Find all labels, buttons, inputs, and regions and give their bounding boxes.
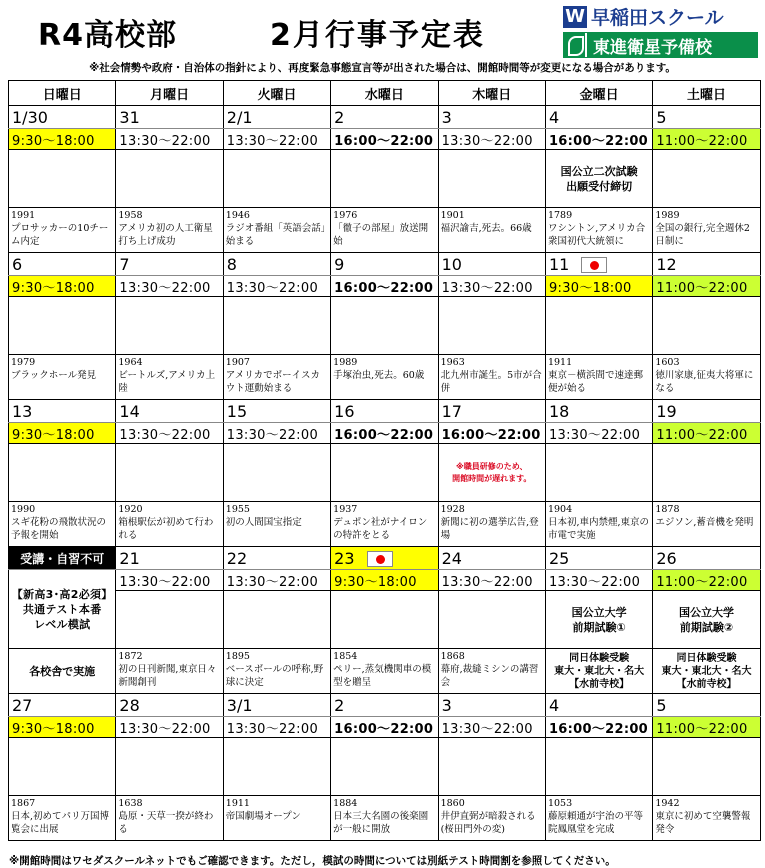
hours-cell: 9:30～18:00	[9, 423, 116, 444]
weekday-header-row	[9, 81, 761, 106]
hours-cell: 13:30～22:00	[545, 423, 652, 444]
date-label: 25	[548, 548, 570, 568]
date-label: 16	[334, 401, 355, 421]
date-cell	[116, 400, 223, 423]
trivia-cell: 同日体験受験 東大・東北大・名大 【水前寺校】	[653, 649, 760, 694]
event-cell	[331, 297, 438, 355]
date-label: 24	[441, 548, 462, 568]
trivia-row	[9, 796, 761, 841]
weekday-sun: 日曜日	[9, 81, 116, 106]
date-cell	[223, 547, 330, 570]
trivia-cell: 1867 日本,初めてパリ万国博覧会に出展	[9, 796, 116, 841]
date-label: 22	[226, 548, 248, 568]
trivia-cell: 1955 初の人間国宝指定	[223, 502, 330, 547]
trivia-cell: 1963 北九州市誕生。5市が合併	[438, 355, 545, 400]
hours-cell: 16:00～22:00	[331, 276, 438, 297]
hours-cell: 11:00～22:00	[653, 717, 760, 738]
event-cell	[653, 297, 760, 355]
date-cell	[331, 253, 438, 276]
event-cell	[653, 738, 760, 796]
trivia-cell: 1920 箱根駅伝が初めて行われる	[116, 502, 223, 547]
date-label: 11	[548, 254, 570, 274]
weekday-wed: 水曜日	[331, 81, 438, 106]
hours-row	[9, 129, 761, 150]
date-label: 19	[656, 401, 677, 421]
trivia-cell: 各校舎で実施	[9, 649, 116, 694]
date-cell	[438, 253, 545, 276]
date-label: 18	[548, 401, 570, 421]
date-cell	[116, 253, 223, 276]
hours-cell: 13:30～22:00	[223, 570, 330, 591]
logo-toshin: 東進衛星予備校	[593, 37, 712, 58]
date-label: 14	[119, 401, 140, 421]
event-cell	[438, 591, 545, 649]
date-cell	[438, 547, 545, 570]
trivia-cell: 1958 アメリカ初の人工衛星打ち上げ成功	[116, 208, 223, 253]
date-row	[9, 106, 761, 129]
event-cell	[438, 738, 545, 796]
hours-cell: 13:30～22:00	[438, 717, 545, 738]
hours-cell: 16:00～22:00	[331, 129, 438, 150]
date-label: 17	[441, 401, 462, 421]
date-cell	[438, 400, 545, 423]
date-label: 2	[334, 695, 345, 715]
date-cell	[331, 400, 438, 423]
toshin-leaf-icon	[563, 33, 587, 57]
event-cell	[653, 150, 760, 208]
hours-cell: 9:30～18:00	[9, 717, 116, 738]
date-cell	[331, 547, 438, 570]
hours-cell: 9:30～18:00	[331, 570, 438, 591]
date-row	[9, 400, 761, 423]
hours-row	[9, 717, 761, 738]
trivia-row	[9, 355, 761, 400]
hours-cell: 13:30～22:00	[116, 570, 223, 591]
event-row	[9, 444, 761, 502]
event-cell: 国公立大学 前期試験②	[653, 591, 760, 649]
date-label: 21	[119, 548, 140, 568]
trivia-cell: 同日体験受験 東大・東北大・名大 【水前寺校】	[545, 649, 652, 694]
trivia-cell: 1942 東京に初めて空襲警報発令	[653, 796, 760, 841]
trivia-cell: 1976 「徹子の部屋」放送開始	[331, 208, 438, 253]
event-cell	[223, 738, 330, 796]
event-cell	[331, 150, 438, 208]
date-cell	[331, 106, 438, 129]
page-title: 2月行事予定表	[270, 18, 485, 53]
trivia-cell: 1991 プロサッカーの10チーム内定	[9, 208, 116, 253]
trivia-cell: 1901 福沢諭吉,死去。66歳	[438, 208, 545, 253]
event-cell: 国公立大学 前期試験①	[545, 591, 652, 649]
event-cell	[545, 444, 652, 502]
event-row	[9, 591, 761, 649]
event-cell	[9, 150, 116, 208]
date-row	[9, 694, 761, 717]
event-cell	[653, 444, 760, 502]
hours-cell: 13:30～22:00	[438, 276, 545, 297]
hours-cell: 11:00～22:00	[653, 129, 760, 150]
trivia-row	[9, 649, 761, 694]
date-cell	[545, 694, 652, 717]
weekday-sat: 土曜日	[653, 81, 760, 106]
event-cell	[223, 591, 330, 649]
date-cell	[653, 547, 760, 570]
notice-bottom: ※開館時間はワセダスクールネットでもご確認できます。ただし，模試の時間については別紙テスト時間割を参照してください。	[9, 855, 616, 867]
date-cell	[545, 106, 652, 129]
hours-cell: 13:30～22:00	[545, 570, 652, 591]
hours-row	[9, 423, 761, 444]
date-cell	[9, 253, 116, 276]
event-cell	[116, 738, 223, 796]
japan-flag-icon	[581, 257, 607, 273]
event-cell	[545, 738, 652, 796]
hours-cell: 11:00～22:00	[653, 276, 760, 297]
weekday-thu: 木曜日	[438, 81, 545, 106]
hours-cell: 11:00～22:00	[653, 570, 760, 591]
trivia-cell: 1872 初の日刊新聞,東京日々新聞創刊	[116, 649, 223, 694]
hours-cell: 13:30～22:00	[223, 423, 330, 444]
date-label: 15	[226, 401, 248, 421]
date-cell	[9, 106, 116, 129]
trivia-cell: 1911 帝国劇場オープン	[223, 796, 330, 841]
date-cell	[653, 694, 760, 717]
hours-cell: 9:30～18:00	[545, 276, 652, 297]
trivia-cell: 1878 エジソン,蓄音機を発明	[653, 502, 760, 547]
trivia-cell: 1868 幕府,裁縫ミシンの講習会	[438, 649, 545, 694]
event-cell	[223, 150, 330, 208]
event-cell	[116, 444, 223, 502]
date-label: 26	[656, 548, 677, 568]
hours-cell: 13:30～22:00	[223, 717, 330, 738]
date-label: 8	[226, 254, 237, 274]
date-cell	[653, 400, 760, 423]
trivia-cell: 1904 日本初,車内禁煙,東京の市電で実施	[545, 502, 652, 547]
trivia-cell: 1053 藤原頼通が宇治の平等院鳳凰堂を完成	[545, 796, 652, 841]
event-cell	[223, 444, 330, 502]
date-cell	[116, 694, 223, 717]
trivia-cell: 1860 井伊直弼が暗殺される(桜田門外の変)	[438, 796, 545, 841]
hours-cell: 16:00～22:00	[545, 129, 652, 150]
page-title-school: R4高校部	[38, 18, 177, 53]
date-label: 3/1	[226, 695, 253, 715]
trivia-cell: 1907 アメリカでボーイスカウト運動始まる	[223, 355, 330, 400]
trivia-cell: 1989 全国の銀行,完全週休2日制に	[653, 208, 760, 253]
date-label: 2/1	[226, 107, 253, 127]
hours-cell: 13:30～22:00	[223, 129, 330, 150]
trivia-cell: 1989 手塚治虫,死去。60歳	[331, 355, 438, 400]
header	[0, 0, 765, 60]
trivia-cell: 1928 新聞に初の選挙広告,登場	[438, 502, 545, 547]
event-cell	[116, 150, 223, 208]
date-label: 13	[12, 401, 33, 421]
date-label: 5	[656, 107, 667, 127]
date-cell	[223, 400, 330, 423]
event-cell	[116, 591, 223, 649]
hours-cell: 11:00～22:00	[653, 423, 760, 444]
event-cell	[9, 444, 116, 502]
event-cell	[223, 297, 330, 355]
hours-cell: 13:30～22:00	[116, 717, 223, 738]
date-label: 6	[12, 254, 23, 274]
trivia-cell: 1854 ペリー,蒸気機関車の模型を贈呈	[331, 649, 438, 694]
date-cell	[653, 253, 760, 276]
weekday-mon: 月曜日	[116, 81, 223, 106]
trivia-cell: 1946 ラジオ番組「英語会話」始まる	[223, 208, 330, 253]
date-label: 3	[441, 107, 452, 127]
date-label: 27	[12, 695, 33, 715]
trivia-row	[9, 502, 761, 547]
event-cell	[438, 150, 545, 208]
date-label: 28	[119, 695, 140, 715]
event-cell	[331, 591, 438, 649]
trivia-row	[9, 208, 761, 253]
date-label: 1/30	[12, 107, 48, 127]
hours-cell: 13:30～22:00	[438, 570, 545, 591]
trivia-cell: 1603 徳川家康,征夷大将軍になる	[653, 355, 760, 400]
waseda-logo-icon: W	[563, 6, 587, 28]
date-cell	[438, 694, 545, 717]
date-label: 3	[441, 695, 452, 715]
trivia-cell: 1990 スギ花粉の飛散状況の予報を開始	[9, 502, 116, 547]
event-cell	[545, 297, 652, 355]
date-label: 4	[548, 107, 560, 127]
date-row	[9, 253, 761, 276]
hours-cell: 13:30～22:00	[223, 276, 330, 297]
closed-badge: 受講・自習不可	[9, 547, 116, 570]
event-cell	[438, 297, 545, 355]
date-label: 2	[334, 107, 345, 127]
date-cell	[653, 106, 760, 129]
hours-cell: 9:30～18:00	[9, 276, 116, 297]
date-cell	[331, 694, 438, 717]
hours-cell: 16:00～22:00	[331, 423, 438, 444]
hours-cell: 13:30～22:00	[116, 423, 223, 444]
event-row	[9, 738, 761, 796]
date-cell	[545, 400, 652, 423]
mock-exam-cell: 【新高3･高2必須】 共通テスト本番 レベル模試	[9, 570, 116, 649]
logo	[563, 3, 758, 58]
date-cell	[545, 253, 652, 276]
hours-row	[9, 570, 761, 591]
hours-cell: 16:00～22:00	[438, 423, 545, 444]
trivia-cell: 1937 デュポン社がナイロンの特許をとる	[331, 502, 438, 547]
trivia-cell: 1638 島原・天草一揆が終わる	[116, 796, 223, 841]
trivia-cell: 1911 東京－横浜間で速達郵便が始る	[545, 355, 652, 400]
date-cell	[223, 106, 330, 129]
date-label: 23	[334, 548, 355, 568]
date-label: 12	[656, 254, 677, 274]
hours-row	[9, 276, 761, 297]
date-row	[9, 547, 761, 570]
japan-flag-icon	[367, 551, 393, 567]
date-cell	[116, 547, 223, 570]
weekday-fri: 金曜日	[545, 81, 652, 106]
hours-cell: 9:30～18:00	[9, 129, 116, 150]
hours-cell: 16:00～22:00	[545, 717, 652, 738]
date-label: 7	[119, 254, 130, 274]
event-row	[9, 150, 761, 208]
date-label: 9	[334, 254, 345, 274]
date-label: 10	[441, 254, 462, 274]
date-label: 4	[548, 695, 560, 715]
hours-cell: 13:30～22:00	[438, 129, 545, 150]
trivia-cell: 1884 日本三大名園の後楽園が一般に開放	[331, 796, 438, 841]
date-cell	[223, 253, 330, 276]
trivia-cell: 1964 ビートルズ,アメリカ上陸	[116, 355, 223, 400]
notice-top: ※社会情勢や政府・自治体の指針により、再度緊急事態宣言等が出された場合は、開館時間等が変更になる場合があります。	[89, 62, 676, 74]
hours-cell: 13:30～22:00	[116, 276, 223, 297]
date-cell	[438, 106, 545, 129]
date-cell	[9, 694, 116, 717]
event-cell: 国公立二次試験 出願受付締切	[545, 150, 652, 208]
date-cell	[116, 106, 223, 129]
weekday-tue: 火曜日	[223, 81, 330, 106]
hours-cell: 16:00～22:00	[331, 717, 438, 738]
event-cell	[9, 297, 116, 355]
date-cell	[545, 547, 652, 570]
date-label: 5	[656, 695, 667, 715]
event-cell	[331, 444, 438, 502]
event-cell	[331, 738, 438, 796]
trivia-cell: 1789 ワシントン,アメリカ合衆国初代大統領に	[545, 208, 652, 253]
calendar-table	[8, 80, 761, 841]
date-cell	[9, 400, 116, 423]
date-label: 31	[119, 107, 140, 127]
date-cell	[223, 694, 330, 717]
hours-cell: 13:30～22:00	[116, 129, 223, 150]
event-cell: ※職員研修のため、 開館時間が遅れます。	[438, 444, 545, 502]
event-cell	[116, 297, 223, 355]
event-cell	[9, 738, 116, 796]
event-row	[9, 297, 761, 355]
trivia-cell: 1979 ブラックホール発見	[9, 355, 116, 400]
logo-name: 早稲田スクール	[591, 7, 724, 29]
trivia-cell: 1895 ベースボールの呼称,野球に決定	[223, 649, 330, 694]
